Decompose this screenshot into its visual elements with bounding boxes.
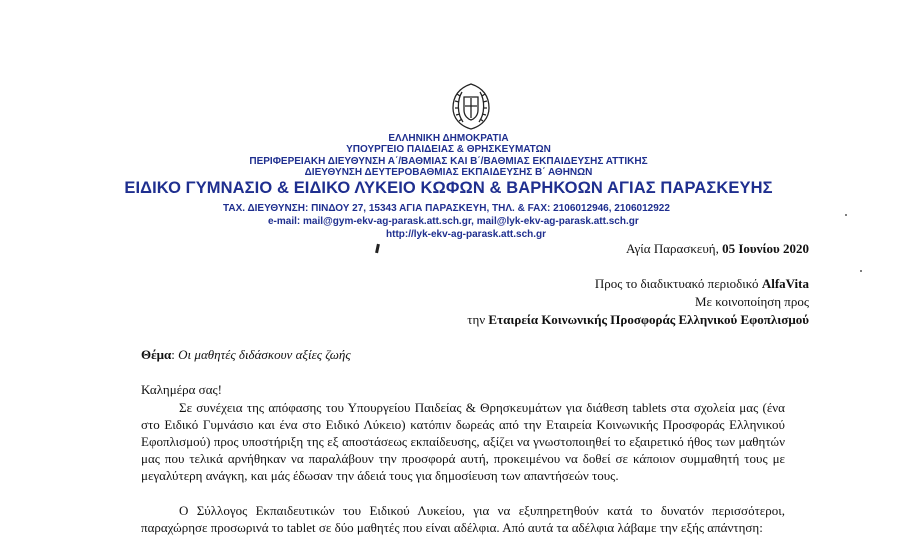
greeting: Καλημέρα σας! [141, 382, 222, 397]
header-directorate: ΔΙΕΥΘΥΝΣΗ ΔΕΥΤΕΡΟΒΑΘΜΙΑΣ ΕΚΠΑΙΔΕΥΣΗΣ Β΄ ΑΘΗΝΩΝ [304, 167, 593, 178]
website-link[interactable]: http://lyk-ekv-ag-parask.att.sch.gr [386, 229, 547, 240]
header-ministry: ΥΠΟΥΡΓΕΙΟ ΠΑΙΔΕΙΑΣ & ΘΡΗΣΚΕΥΜΑΤΩΝ [346, 144, 551, 155]
scan-speck [860, 270, 862, 272]
subject-line [141, 347, 351, 363]
header-country: ΕΛΛΗΝΙΚΗ ΔΗΜΟΚΡΑΤΙΑ [388, 133, 509, 144]
recipient-line [595, 276, 809, 292]
letter-date [626, 241, 809, 257]
subject-text: Οι μαθητές διδάσκουν αξίες ζωής [178, 347, 351, 362]
recipient-prefix: Προς το διαδικτυακό περιοδικό [594, 276, 762, 291]
cc-line [467, 312, 809, 328]
school-name: ΕΙΔΙΚΟ ΓΥΜΝΑΣΙΟ & ΕΙΔΙΚΟ ΛΥΚΕΙΟ ΚΩΦΩΝ & ΒΑΡΗΚΟΩΝ ΑΓΙΑΣ ΠΑΡΑΣΚΕΥΗΣ [124, 179, 773, 197]
cc-prefix: την [467, 312, 489, 327]
body-paragraph-1: Σε συνέχεια της απόφασης του Υπουργείου Παιδείας & Θρησκευμάτων για διάθεση tablets στα σχολεία μας (ένα στο Ειδικό Γυμνάσιο και ένα στο Ειδικό Λύκειο) κατόπιν δωρεάς από την Εταιρεία Κοινωνικής Προσφοράς Ελληνικού Εφοπλισμού) προς υποστήριξη της εξ αποστάσεως εκπαίδευσης, αξίζει να γνωστοποιηθεί το εξαιρετικό ήθος των μαθητών μας που τελικά αρνήθηκαν να παραλάβουν την προσφορά αυτή, προκειμένου να δοθεί σε κάποιον συμμαθητή τους με μεγαλύτερη ανάγκη, και μάς έδωσαν την άδειά τους για δημοσίευση των απαντήσεών τους. [141, 400, 785, 484]
email-addresses: e-mail: mail@gym-ekv-ag-parask.att.sch.gr, mail@lyk-ekv-ag-parask.att.sch.gr [268, 216, 639, 227]
subject-label: Θέμα [141, 347, 172, 362]
body-paragraph-2: Ο Σύλλογος Εκπαιδευτικών του Ειδικού Λυκείου, για να εξυπηρετηθούν κατά το δυνατόν περισσότεροι, παραχώρησε προσωρινά το tablet σε δύο μαθητές που είναι αδέλφια. Από αυτά τα αδέλφια λάβαμε την εξής απάντηση: [141, 503, 785, 536]
date-value: 05 Ιουνίου 2020 [722, 241, 809, 256]
recipient-name: AlfaVita [761, 276, 809, 291]
date-prefix: Αγία Παρασκευή, [626, 241, 723, 256]
greek-coat-of-arms-icon [445, 80, 497, 132]
postal-address: ΤΑΧ. ΔΙΕΥΘΥΝΣΗ: ΠΙΝΔΟΥ 27, 15343 ΑΓΙΑ ΠΑΡΑΣΚΕΥΗ, ΤΗΛ. & FAX: 2106012946, 2106012922 [223, 203, 670, 214]
cc-name: Εταιρεία Κοινωνικής Προσφοράς Ελληνικού Εφοπλισμού [488, 312, 809, 327]
ink-mark [375, 244, 380, 253]
subject-sep: : [171, 347, 179, 362]
scan-speck [845, 214, 847, 216]
header-regional-directorate: ΠΕΡΙΦΕΡΕΙΑΚΗ ΔΙΕΥΘΥΝΣΗ Α΄/ΒΑΘΜΙΑΣ ΚΑΙ Β΄/ΒΑΘΜΙΑΣ ΕΚΠΑΙΔΕΥΣΗΣ ΑΤΤΙΚΗΣ [249, 156, 648, 167]
cc-label: Με κοινοποίηση προς [694, 294, 809, 309]
